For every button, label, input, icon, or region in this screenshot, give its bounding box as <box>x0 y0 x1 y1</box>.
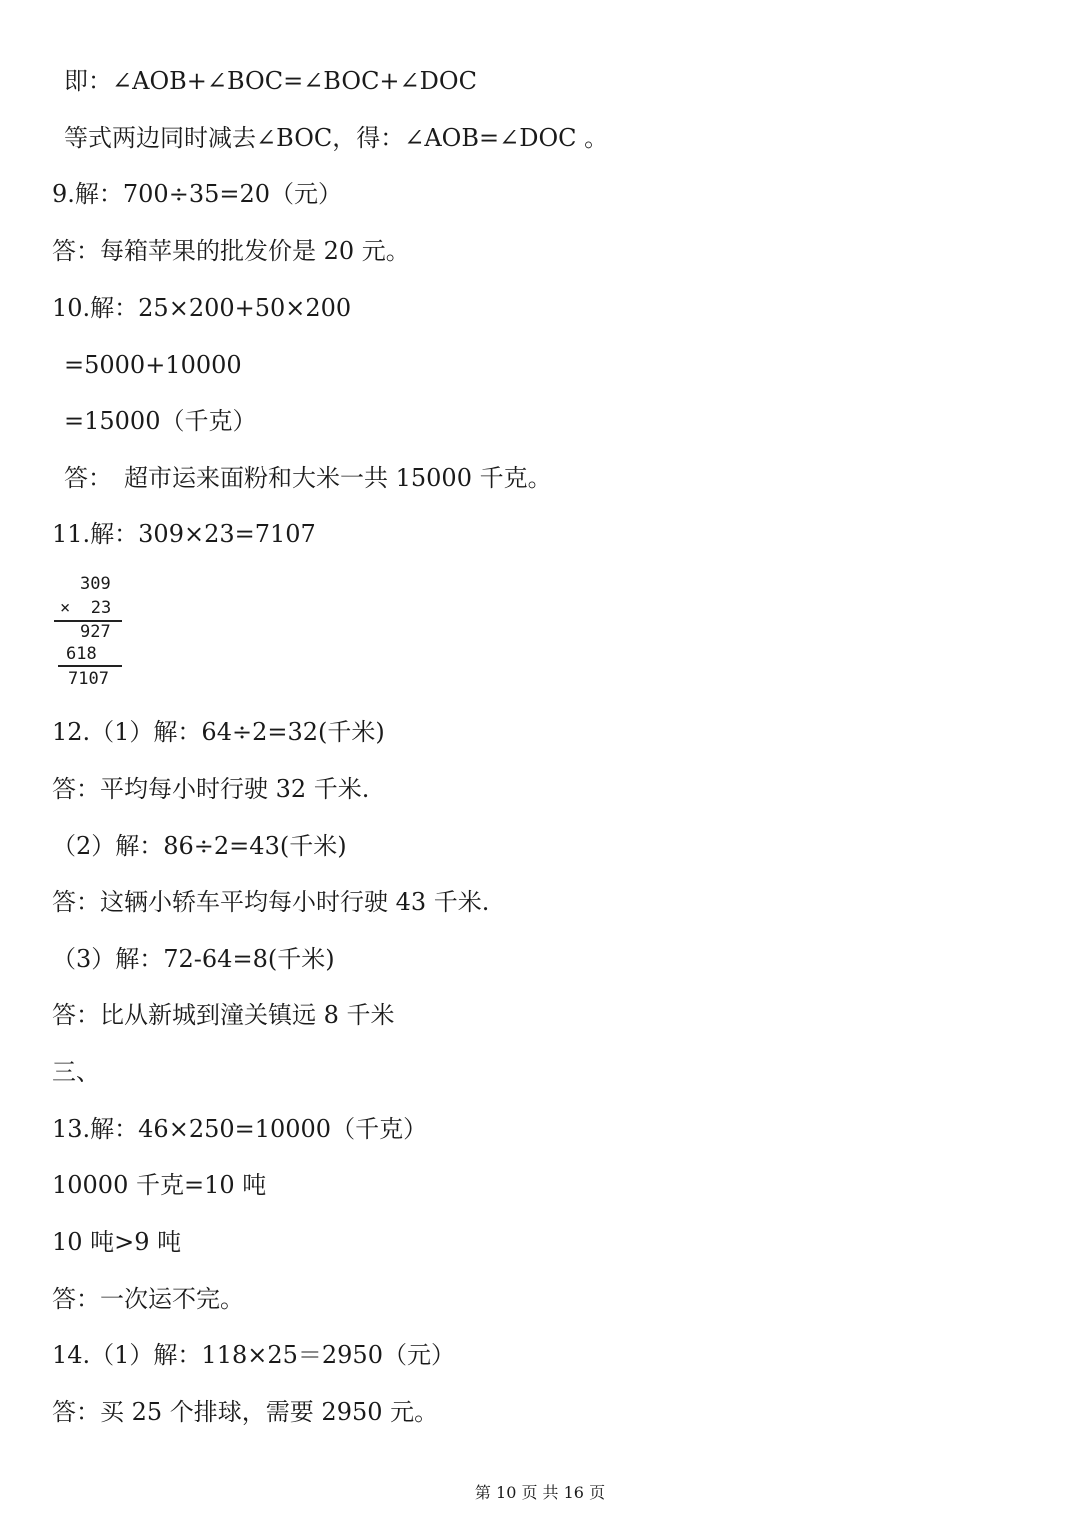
partial-product-1: 927 <box>80 622 111 642</box>
text-line: 9.解：700÷35=20（元） <box>52 180 343 208</box>
text-line: 等式两边同时减去∠BOC，得：∠AOB=∠DOC 。 <box>64 124 609 152</box>
divider-line <box>58 665 122 667</box>
text-line: 答：每箱苹果的批发价是 20 元。 <box>52 237 410 265</box>
text-line: 答：比从新城到潼关镇远 8 千米 <box>52 1001 395 1029</box>
text-line: 答：买 25 个排球，需要 2950 元。 <box>52 1398 439 1426</box>
vertical-multiplication <box>52 572 132 692</box>
text-line: =15000（千克） <box>64 407 257 435</box>
text-line: （3）解：72-64=8(千米) <box>52 945 335 973</box>
text-line: 13.解：46×250=10000（千克） <box>52 1115 428 1143</box>
text-line: 答：平均每小时行驶 32 千米. <box>52 775 370 803</box>
text-line: 答： 超市运来面粉和大米一共 15000 千克。 <box>64 464 552 492</box>
text-line: 答：这辆小轿车平均每小时行驶 43 千米. <box>52 888 490 916</box>
final-product: 7107 <box>68 669 109 689</box>
text-line: （2）解：86÷2=43(千米) <box>52 832 347 860</box>
text-line: =5000+10000 <box>64 351 242 379</box>
text-line: 14.（1）解：118×25＝2950（元） <box>52 1341 455 1369</box>
text-line: 11.解：309×23=7107 <box>52 520 316 548</box>
multiplier: × 23 <box>60 598 112 618</box>
partial-product-2: 618 <box>66 644 97 664</box>
text-line: 12.（1）解：64÷2=32(千米) <box>52 718 385 746</box>
page-footer: 第 10 页 共 16 页 <box>474 1483 606 1502</box>
text-line: 10 吨>9 吨 <box>52 1228 182 1256</box>
text-line: 答：一次运不完。 <box>52 1285 244 1313</box>
section-heading: 三、 <box>52 1058 100 1086</box>
multiplicand: 309 <box>80 574 111 594</box>
text-line: 10000 千克=10 吨 <box>52 1171 267 1199</box>
text-line: 即：∠AOB+∠BOC=∠BOC+∠DOC <box>64 67 477 95</box>
text-line: 10.解：25×200+50×200 <box>52 294 352 322</box>
